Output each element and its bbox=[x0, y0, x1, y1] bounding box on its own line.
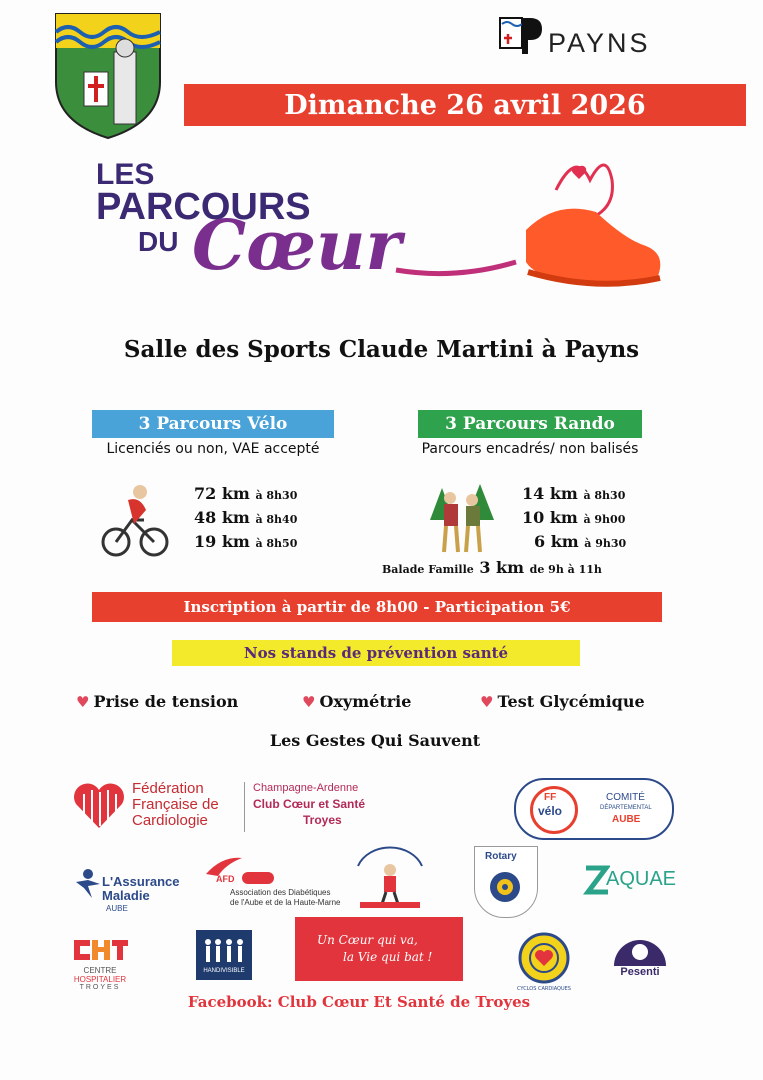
randos-decouvertes-logo bbox=[352, 842, 428, 912]
velo-route-1: 72 km à 8h30 bbox=[194, 484, 298, 503]
assurance-maladie-logo: L'Assurance Maladie AUBE bbox=[66, 862, 186, 914]
pesenti-dome-icon bbox=[610, 934, 670, 968]
heart-icon: ♥ bbox=[480, 693, 494, 711]
coat-of-arms-logo bbox=[54, 12, 162, 140]
stands-title: Nos stands de prévention santé bbox=[243, 644, 509, 662]
event-logo-line-parcours: PARCOURS bbox=[96, 186, 311, 228]
rando-route-1: 14 km à 8h30 bbox=[522, 484, 626, 503]
inscription-text: Inscription à partir de 8h00 - Participation 5€ bbox=[183, 598, 571, 616]
club-coeur-logo: Champagne-Ardenne Club Cœur et Santé Troyes bbox=[244, 782, 405, 832]
date-banner bbox=[184, 84, 746, 126]
stand-item-tension: ♥ Prise de tension bbox=[76, 692, 239, 711]
venue-title: Salle des Sports Claude Martini à Payns bbox=[123, 336, 640, 363]
stands-banner bbox=[172, 640, 580, 666]
velo-route-3: 19 km à 8h50 bbox=[194, 532, 298, 551]
cht-logo: CENTRE HOSPITALIER TROYES bbox=[68, 936, 132, 994]
facebook-link[interactable]: Facebook: Club Cœur Et Santé de Troyes bbox=[187, 993, 531, 1011]
afd-logo: AFD Association des Diabétiques de l'Aube et de la Haute-Marne bbox=[204, 854, 354, 910]
handivisible-logo: HANDIVISIBLE bbox=[196, 930, 252, 980]
assurance-figure-icon bbox=[72, 868, 102, 898]
ffc-logo: Fédération Française de Cardiologie bbox=[72, 778, 242, 832]
rotary-logo: Rotary bbox=[474, 846, 538, 918]
velo-subtitle: Licenciés ou non, VAE accepté bbox=[106, 441, 320, 457]
event-logo-line-coeur: Cœur bbox=[192, 206, 402, 286]
rando-family-route: Balade Famille 3 km de 9h à 11h bbox=[382, 558, 602, 577]
velo-route-2: 48 km à 8h40 bbox=[194, 508, 298, 527]
aquae-logo: AQUAE bbox=[582, 862, 672, 902]
rotary-wheel-icon bbox=[487, 869, 523, 905]
payns-logo bbox=[498, 14, 658, 60]
rando-banner bbox=[418, 410, 642, 438]
rando-title: 3 Parcours Rando bbox=[445, 414, 615, 434]
ffvelo-logo: FF vélo COMITÉ DÉPARTEMENTAL AUBE bbox=[514, 778, 674, 840]
date-text: Dimanche 26 avril 2026 bbox=[284, 89, 646, 121]
event-logo-line-du: DU bbox=[138, 226, 179, 257]
payns-emblem-icon bbox=[498, 14, 542, 56]
event-logo bbox=[96, 150, 676, 310]
heart-icon: ♥ bbox=[76, 693, 90, 711]
handivisible-figures-icon bbox=[202, 938, 246, 964]
event-logo-line-les: LES bbox=[96, 158, 155, 191]
heart-bars-icon bbox=[72, 780, 126, 830]
heart-icon: ♥ bbox=[302, 693, 316, 711]
inscription-banner bbox=[92, 592, 662, 622]
slogan-logo: Un Cœur qui va, la Vie qui bat ! bbox=[295, 917, 463, 981]
running-shoe-icon bbox=[376, 150, 676, 310]
stand-item-glycemie: ♥ Test Glycémique bbox=[480, 692, 645, 711]
pesenti-logo: Pesenti bbox=[610, 934, 670, 982]
rando-route-2: 10 km à 9h00 bbox=[522, 508, 626, 527]
cyclist-icon bbox=[100, 480, 170, 560]
gestes-title: Les Gestes Qui Sauvent bbox=[269, 731, 481, 750]
cyclos-cardiaques-logo: CYCLOS CARDIAQUES bbox=[518, 932, 570, 984]
cht-cross-icon bbox=[70, 936, 130, 964]
stand-item-oxymetrie: ♥ Oxymétrie bbox=[302, 692, 412, 711]
hikers-icon bbox=[420, 480, 500, 554]
velo-banner bbox=[92, 410, 334, 438]
town-name: PAYNS bbox=[548, 28, 651, 58]
velo-title: 3 Parcours Vélo bbox=[138, 414, 288, 434]
rando-subtitle: Parcours encadrés/ non balisés bbox=[421, 441, 639, 457]
rando-route-3: 6 km à 9h30 bbox=[534, 532, 627, 551]
